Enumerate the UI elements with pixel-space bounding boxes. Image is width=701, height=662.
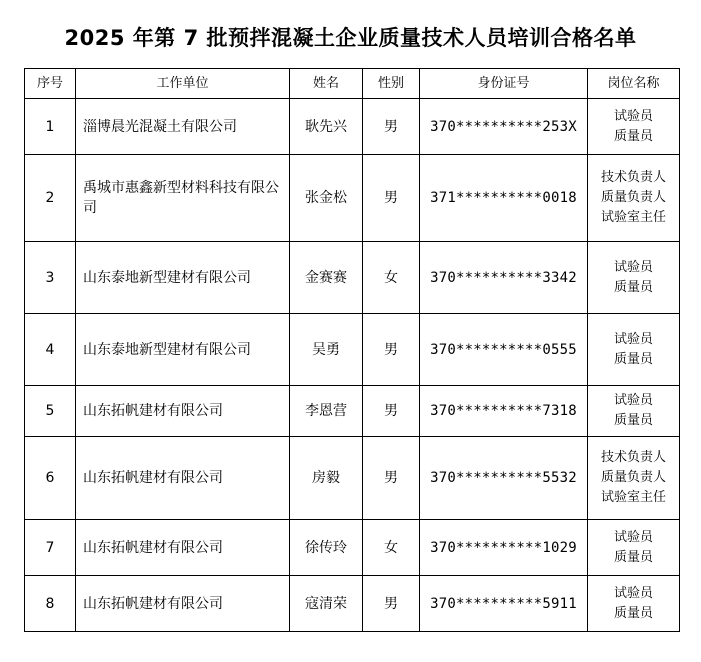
- qualified-personnel-table: [24, 68, 680, 632]
- cell-name: 房毅: [290, 437, 363, 520]
- cell-gender: 女: [363, 520, 420, 576]
- cell-gender: 男: [363, 314, 420, 386]
- cell-no: 7: [25, 520, 76, 576]
- cell-no: 8: [25, 576, 76, 632]
- post-label: 技术负责人: [600, 450, 666, 465]
- cell-id: 370**********3342: [420, 242, 588, 314]
- post-label: 质量负责人: [600, 470, 666, 485]
- post-label: 试验员: [613, 585, 653, 601]
- table-row: [25, 242, 680, 314]
- cell-posts: [588, 99, 680, 155]
- cell-unit: 山东泰地新型建材有限公司: [76, 242, 290, 314]
- table-row: [25, 386, 680, 437]
- cell-posts: [588, 576, 680, 632]
- post-label: 试验员: [613, 393, 653, 408]
- cell-name: 耿先兴: [290, 99, 363, 155]
- post-label: 质量负责人: [600, 190, 666, 205]
- header-no: 序号: [25, 69, 76, 99]
- cell-no: 5: [25, 386, 76, 437]
- cell-name: 李恩营: [290, 386, 363, 437]
- cell-gender: 男: [363, 99, 420, 155]
- post-label: 试验员: [613, 259, 653, 275]
- cell-unit: 山东拓帆建材有限公司: [76, 386, 290, 437]
- cell-id: 370**********253X: [420, 99, 588, 155]
- cell-unit: 山东泰地新型建材有限公司: [76, 314, 290, 386]
- cell-unit: 山东拓帆建材有限公司: [76, 437, 290, 520]
- cell-no: 4: [25, 314, 76, 386]
- cell-posts: [588, 437, 680, 520]
- post-label: 试验室主任: [600, 210, 666, 225]
- post-label: 质量员: [613, 549, 653, 565]
- table-row: [25, 99, 680, 155]
- cell-gender: 女: [363, 242, 420, 314]
- post-label: 试验员: [613, 529, 653, 545]
- post-label: 技术负责人: [600, 170, 666, 185]
- header-gender: 性别: [363, 69, 420, 99]
- cell-no: 2: [25, 155, 76, 242]
- table-row: [25, 520, 680, 576]
- post-label: 质量员: [613, 279, 653, 295]
- cell-posts: [588, 520, 680, 576]
- cell-id: 370**********5532: [420, 437, 588, 520]
- header-unit: 工作单位: [76, 69, 290, 99]
- cell-id: 371**********0018: [420, 155, 588, 242]
- post-label: 质量员: [613, 605, 653, 621]
- cell-name: 寇清荣: [290, 576, 363, 632]
- post-label: 质量员: [613, 128, 653, 144]
- cell-posts: [588, 386, 680, 437]
- cell-gender: 男: [363, 437, 420, 520]
- post-label: 试验员: [613, 331, 653, 347]
- post-label: 试验员: [613, 108, 653, 124]
- post-label: 试验室主任: [600, 490, 666, 505]
- cell-unit: 淄博晨光混凝土有限公司: [76, 99, 290, 155]
- cell-no: 3: [25, 242, 76, 314]
- cell-name: 徐传玲: [290, 520, 363, 576]
- cell-posts: [588, 242, 680, 314]
- page-title: 2025 年第 7 批预拌混凝土企业质量技术人员培训合格名单: [64, 26, 637, 50]
- header-posts: 岗位名称: [588, 69, 680, 99]
- cell-unit: 禹城市惠鑫新型材料科技有限公司: [76, 155, 290, 242]
- post-label: 质量员: [613, 413, 653, 428]
- cell-posts: [588, 314, 680, 386]
- cell-posts: [588, 155, 680, 242]
- table-row: [25, 437, 680, 520]
- cell-unit: 山东拓帆建材有限公司: [76, 520, 290, 576]
- header-name: 姓名: [290, 69, 363, 99]
- cell-gender: 男: [363, 155, 420, 242]
- cell-id: 370**********5911: [420, 576, 588, 632]
- cell-name: 张金松: [290, 155, 363, 242]
- table-row: [25, 155, 680, 242]
- cell-id: 370**********7318: [420, 386, 588, 437]
- cell-no: 6: [25, 437, 76, 520]
- table-header-row: [25, 69, 680, 99]
- cell-gender: 男: [363, 576, 420, 632]
- cell-gender: 男: [363, 386, 420, 437]
- cell-name: 吴勇: [290, 314, 363, 386]
- table-row: [25, 314, 680, 386]
- cell-id: 370**********0555: [420, 314, 588, 386]
- table-row: [25, 576, 680, 632]
- header-id: 身份证号: [420, 69, 588, 99]
- post-label: 质量员: [613, 351, 653, 367]
- cell-no: 1: [25, 99, 76, 155]
- cell-name: 金赛赛: [290, 242, 363, 314]
- cell-unit: 山东拓帆建材有限公司: [76, 576, 290, 632]
- cell-id: 370**********1029: [420, 520, 588, 576]
